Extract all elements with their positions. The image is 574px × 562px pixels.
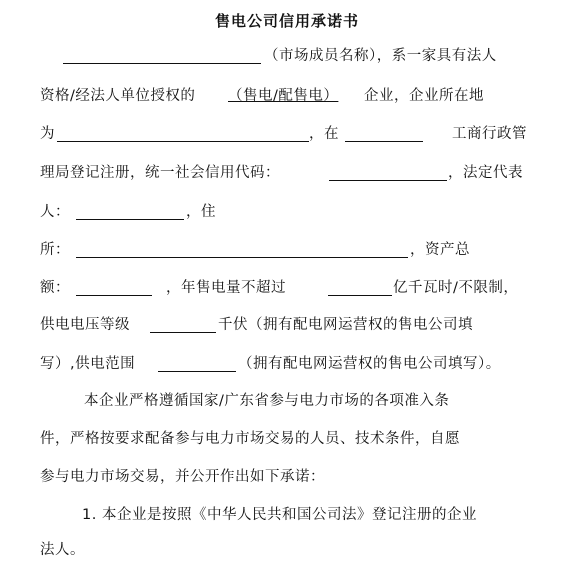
text-segment: 本企业严格遵循国家/广东省参与电力市场的各项准入条 xyxy=(84,393,450,409)
text-segment: 资格/经法人单位授权的 xyxy=(40,88,196,104)
text-segment: 人： xyxy=(40,204,70,220)
total-assets-blank xyxy=(76,295,152,296)
member-name-blank xyxy=(63,63,261,64)
text-segment: 所： xyxy=(40,242,70,258)
paragraph1-line9 xyxy=(0,352,574,376)
text-segment: （市场成员名称），系一家具有法人 xyxy=(264,48,497,64)
text-segment: 为 xyxy=(40,126,55,142)
text-segment: ，在 xyxy=(309,126,339,142)
paragraph1-line4 xyxy=(0,161,574,185)
legal-representative-blank xyxy=(76,219,184,220)
supply-range-blank xyxy=(158,371,236,372)
text-segment: ，资产总 xyxy=(410,242,470,258)
text-segment: ，法定代表 xyxy=(448,165,523,181)
text-segment: （拥有配电网运营权的售电公司填写）。 xyxy=(238,356,501,372)
annual-sales-blank xyxy=(328,295,392,296)
registration-bureau-blank xyxy=(345,141,423,142)
paragraph2-line2 xyxy=(0,427,574,451)
address-blank xyxy=(76,257,408,258)
text-segment: 1. 本企业是按照《中华人民共和国公司法》登记注册的企业 xyxy=(82,507,477,523)
text-segment: 理局登记注册，统一社会信用代码： xyxy=(40,165,280,181)
text-segment: 件，严格按要求配备参与电力市场交易的人员、技术条件，自愿 xyxy=(40,431,460,447)
credit-code-blank xyxy=(329,180,447,181)
location-blank xyxy=(57,141,309,142)
voltage-level-blank xyxy=(150,332,216,333)
paragraph1-line2 xyxy=(0,84,574,108)
document-title: 售电公司信用承诺书 xyxy=(214,12,359,30)
text-segment: 参与电力市场交易，并公开作出如下承诺： xyxy=(40,469,325,485)
text-segment: 写）,供电范围 xyxy=(40,356,136,372)
paragraph1-line8 xyxy=(0,313,574,337)
item1-line1 xyxy=(0,503,574,527)
company-type-underlined: （售电/配售电） xyxy=(228,88,339,104)
paragraph1-line3 xyxy=(0,122,574,146)
text-segment: ，年售电量不超过 xyxy=(166,280,286,296)
text-segment: 法人。 xyxy=(40,542,85,558)
paragraph2-line3 xyxy=(0,465,574,489)
text-segment: 额： xyxy=(40,280,70,296)
paragraph2-line1 xyxy=(0,389,574,413)
paragraph1-line5 xyxy=(0,200,574,224)
text-segment: 企业，企业所在地 xyxy=(364,88,484,104)
paragraph1-line7 xyxy=(0,276,574,300)
text-segment: ，住 xyxy=(186,204,216,220)
text-segment: 工商行政管 xyxy=(452,126,527,142)
text-segment: 千伏（拥有配电网运营权的售电公司填 xyxy=(218,317,473,333)
text-segment: 供电电压等级 xyxy=(40,317,130,333)
paragraph1-line1 xyxy=(0,44,574,68)
item1-line2 xyxy=(0,538,574,562)
paragraph1-line6 xyxy=(0,238,574,262)
text-segment: 亿千瓦时/不限制， xyxy=(393,280,519,296)
